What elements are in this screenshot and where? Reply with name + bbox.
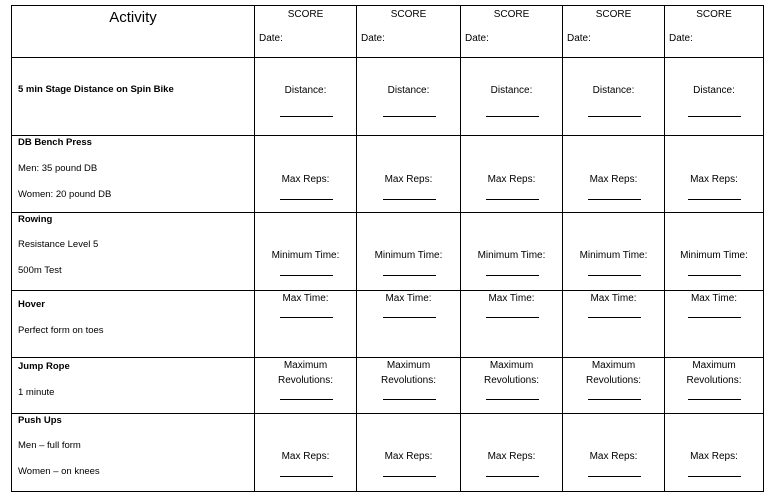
score-blank[interactable] bbox=[486, 476, 539, 477]
measure-label-line-2: Revolutions: bbox=[380, 375, 437, 386]
measure-label: Distance: bbox=[387, 85, 430, 96]
score-blank[interactable] bbox=[383, 317, 436, 318]
score-blank[interactable] bbox=[688, 116, 741, 117]
score-cell[interactable] bbox=[563, 414, 665, 492]
measure-label: Max Reps: bbox=[281, 451, 330, 462]
date-label: Date: bbox=[259, 33, 283, 44]
score-blank[interactable] bbox=[280, 199, 333, 200]
score-blank[interactable] bbox=[486, 275, 539, 276]
score-cell[interactable] bbox=[357, 414, 461, 492]
score-blank[interactable] bbox=[383, 275, 436, 276]
measure-label: Minimum Time: bbox=[477, 250, 546, 261]
score-column-5 bbox=[665, 6, 764, 58]
measure-label: Max Reps: bbox=[384, 451, 433, 462]
score-blank[interactable] bbox=[486, 399, 539, 400]
score-blank[interactable] bbox=[383, 116, 436, 117]
measure-label-line-1: Maximum bbox=[591, 360, 636, 371]
score-blank[interactable] bbox=[486, 199, 539, 200]
header-row bbox=[12, 6, 764, 58]
measure-label: Distance: bbox=[490, 85, 533, 96]
measure-label: Max Time: bbox=[385, 293, 432, 304]
measure-label: Max Reps: bbox=[384, 174, 433, 185]
activity-detail: Women: 20 pound DB bbox=[18, 189, 112, 200]
activity-cell bbox=[12, 136, 255, 213]
activity-detail: 1 minute bbox=[18, 387, 55, 398]
score-blank[interactable] bbox=[588, 275, 641, 276]
score-cell[interactable] bbox=[255, 358, 357, 414]
score-cell[interactable] bbox=[357, 58, 461, 136]
score-cell[interactable] bbox=[255, 58, 357, 136]
score-blank[interactable] bbox=[383, 199, 436, 200]
score-cell[interactable] bbox=[461, 213, 563, 291]
score-cell[interactable] bbox=[665, 358, 764, 414]
date-label: Date: bbox=[361, 33, 385, 44]
score-cell[interactable] bbox=[461, 414, 563, 492]
measure-label: Distance: bbox=[284, 85, 327, 96]
score-cell[interactable] bbox=[563, 291, 665, 358]
score-label: SCORE bbox=[493, 9, 530, 20]
table-row bbox=[12, 291, 764, 358]
measure-label: Distance: bbox=[693, 85, 735, 96]
measure-label-line-2: Revolutions: bbox=[277, 375, 334, 386]
score-cell[interactable] bbox=[255, 414, 357, 492]
score-label: SCORE bbox=[696, 9, 732, 20]
activity-name: Push Ups bbox=[18, 415, 62, 426]
activity-name: 5 min Stage Distance on Spin Bike bbox=[18, 84, 174, 95]
score-blank[interactable] bbox=[280, 317, 333, 318]
activity-name: Jump Rope bbox=[18, 361, 70, 372]
measure-label: Max Time: bbox=[590, 293, 637, 304]
activity-cell bbox=[12, 291, 255, 358]
measure-label: Minimum Time: bbox=[680, 250, 748, 261]
score-blank[interactable] bbox=[280, 116, 333, 117]
score-cell[interactable] bbox=[665, 414, 764, 492]
score-cell[interactable] bbox=[665, 291, 764, 358]
measure-label-line-2: Revolutions: bbox=[585, 375, 642, 386]
measure-label: Max Reps: bbox=[487, 451, 536, 462]
date-label: Date: bbox=[669, 33, 693, 44]
score-cell[interactable] bbox=[357, 136, 461, 213]
score-cell[interactable] bbox=[255, 136, 357, 213]
score-cell[interactable] bbox=[665, 213, 764, 291]
score-cell[interactable] bbox=[563, 213, 665, 291]
score-cell[interactable] bbox=[357, 213, 461, 291]
fitness-score-table bbox=[11, 5, 764, 492]
measure-label: Minimum Time: bbox=[271, 250, 340, 261]
measure-label-line-1: Maximum bbox=[386, 360, 431, 371]
table-row bbox=[12, 414, 764, 492]
score-blank[interactable] bbox=[688, 275, 741, 276]
activity-name: Rowing bbox=[18, 214, 53, 225]
measure-label: Minimum Time: bbox=[374, 250, 443, 261]
measure-label: Max Time: bbox=[488, 293, 535, 304]
activity-detail: Men: 35 pound DB bbox=[18, 163, 98, 174]
score-cell[interactable] bbox=[357, 358, 461, 414]
activity-name: Hover bbox=[18, 299, 45, 310]
score-cell[interactable] bbox=[255, 213, 357, 291]
measure-label-line-1: Maximum bbox=[489, 360, 534, 371]
score-blank[interactable] bbox=[588, 317, 641, 318]
score-column-3 bbox=[461, 6, 563, 58]
table-row bbox=[12, 58, 764, 136]
activity-detail: Resistance Level 5 bbox=[18, 239, 99, 250]
table-row bbox=[12, 358, 764, 414]
score-blank[interactable] bbox=[486, 317, 539, 318]
score-cell[interactable] bbox=[461, 58, 563, 136]
measure-label: Distance: bbox=[592, 85, 635, 96]
measure-label: Max Reps: bbox=[281, 174, 330, 185]
score-blank[interactable] bbox=[588, 199, 641, 200]
activity-detail: Perfect form on toes bbox=[18, 325, 104, 336]
score-blank[interactable] bbox=[588, 476, 641, 477]
measure-label: Max Reps: bbox=[690, 174, 738, 185]
score-cell[interactable] bbox=[461, 291, 563, 358]
score-label: SCORE bbox=[595, 9, 632, 20]
activity-detail: Men – full form bbox=[18, 440, 81, 451]
measure-label: Max Reps: bbox=[690, 451, 738, 462]
score-label: SCORE bbox=[390, 9, 427, 20]
measure-label-line-2: Revolutions: bbox=[686, 375, 742, 386]
score-cell[interactable] bbox=[563, 136, 665, 213]
measure-label: Max Reps: bbox=[589, 174, 638, 185]
activity-cell bbox=[12, 358, 255, 414]
table-row bbox=[12, 213, 764, 291]
activity-cell bbox=[12, 414, 255, 492]
measure-label-line-2: Revolutions: bbox=[483, 375, 540, 386]
activity-cell bbox=[12, 58, 255, 136]
score-blank[interactable] bbox=[486, 116, 539, 117]
score-cell[interactable] bbox=[461, 358, 563, 414]
measure-label: Max Time: bbox=[282, 293, 329, 304]
score-blank[interactable] bbox=[280, 476, 333, 477]
date-label: Date: bbox=[465, 33, 489, 44]
score-blank[interactable] bbox=[588, 399, 641, 400]
activity-name: DB Bench Press bbox=[18, 137, 92, 148]
measure-label: Minimum Time: bbox=[579, 250, 648, 261]
score-cell[interactable] bbox=[563, 58, 665, 136]
score-cell[interactable] bbox=[665, 136, 764, 213]
score-blank[interactable] bbox=[588, 116, 641, 117]
score-cell[interactable] bbox=[357, 291, 461, 358]
score-cell[interactable] bbox=[255, 291, 357, 358]
score-blank[interactable] bbox=[688, 399, 741, 400]
measure-label: Max Time: bbox=[690, 293, 738, 304]
measure-label: Max Reps: bbox=[487, 174, 536, 185]
score-cell[interactable] bbox=[563, 358, 665, 414]
score-blank[interactable] bbox=[280, 275, 333, 276]
measure-label-line-1: Maximum bbox=[283, 360, 328, 371]
date-label: Date: bbox=[567, 33, 591, 44]
score-blank[interactable] bbox=[688, 317, 741, 318]
score-cell[interactable] bbox=[665, 58, 764, 136]
activity-cell bbox=[12, 213, 255, 291]
score-label: SCORE bbox=[287, 9, 324, 20]
score-blank[interactable] bbox=[383, 476, 436, 477]
activity-detail: Women – on knees bbox=[18, 466, 100, 477]
score-column-1 bbox=[255, 6, 357, 58]
score-blank[interactable] bbox=[688, 476, 741, 477]
activity-header: Activity bbox=[12, 6, 255, 58]
activity-detail: 500m Test bbox=[18, 265, 62, 276]
score-column-4 bbox=[563, 6, 665, 58]
score-column-2 bbox=[357, 6, 461, 58]
score-blank[interactable] bbox=[688, 199, 741, 200]
measure-label: Max Reps: bbox=[589, 451, 638, 462]
score-blank[interactable] bbox=[280, 399, 333, 400]
score-cell[interactable] bbox=[461, 136, 563, 213]
table-row bbox=[12, 136, 764, 213]
score-blank[interactable] bbox=[383, 399, 436, 400]
measure-label-line-1: Maximum bbox=[692, 360, 736, 371]
